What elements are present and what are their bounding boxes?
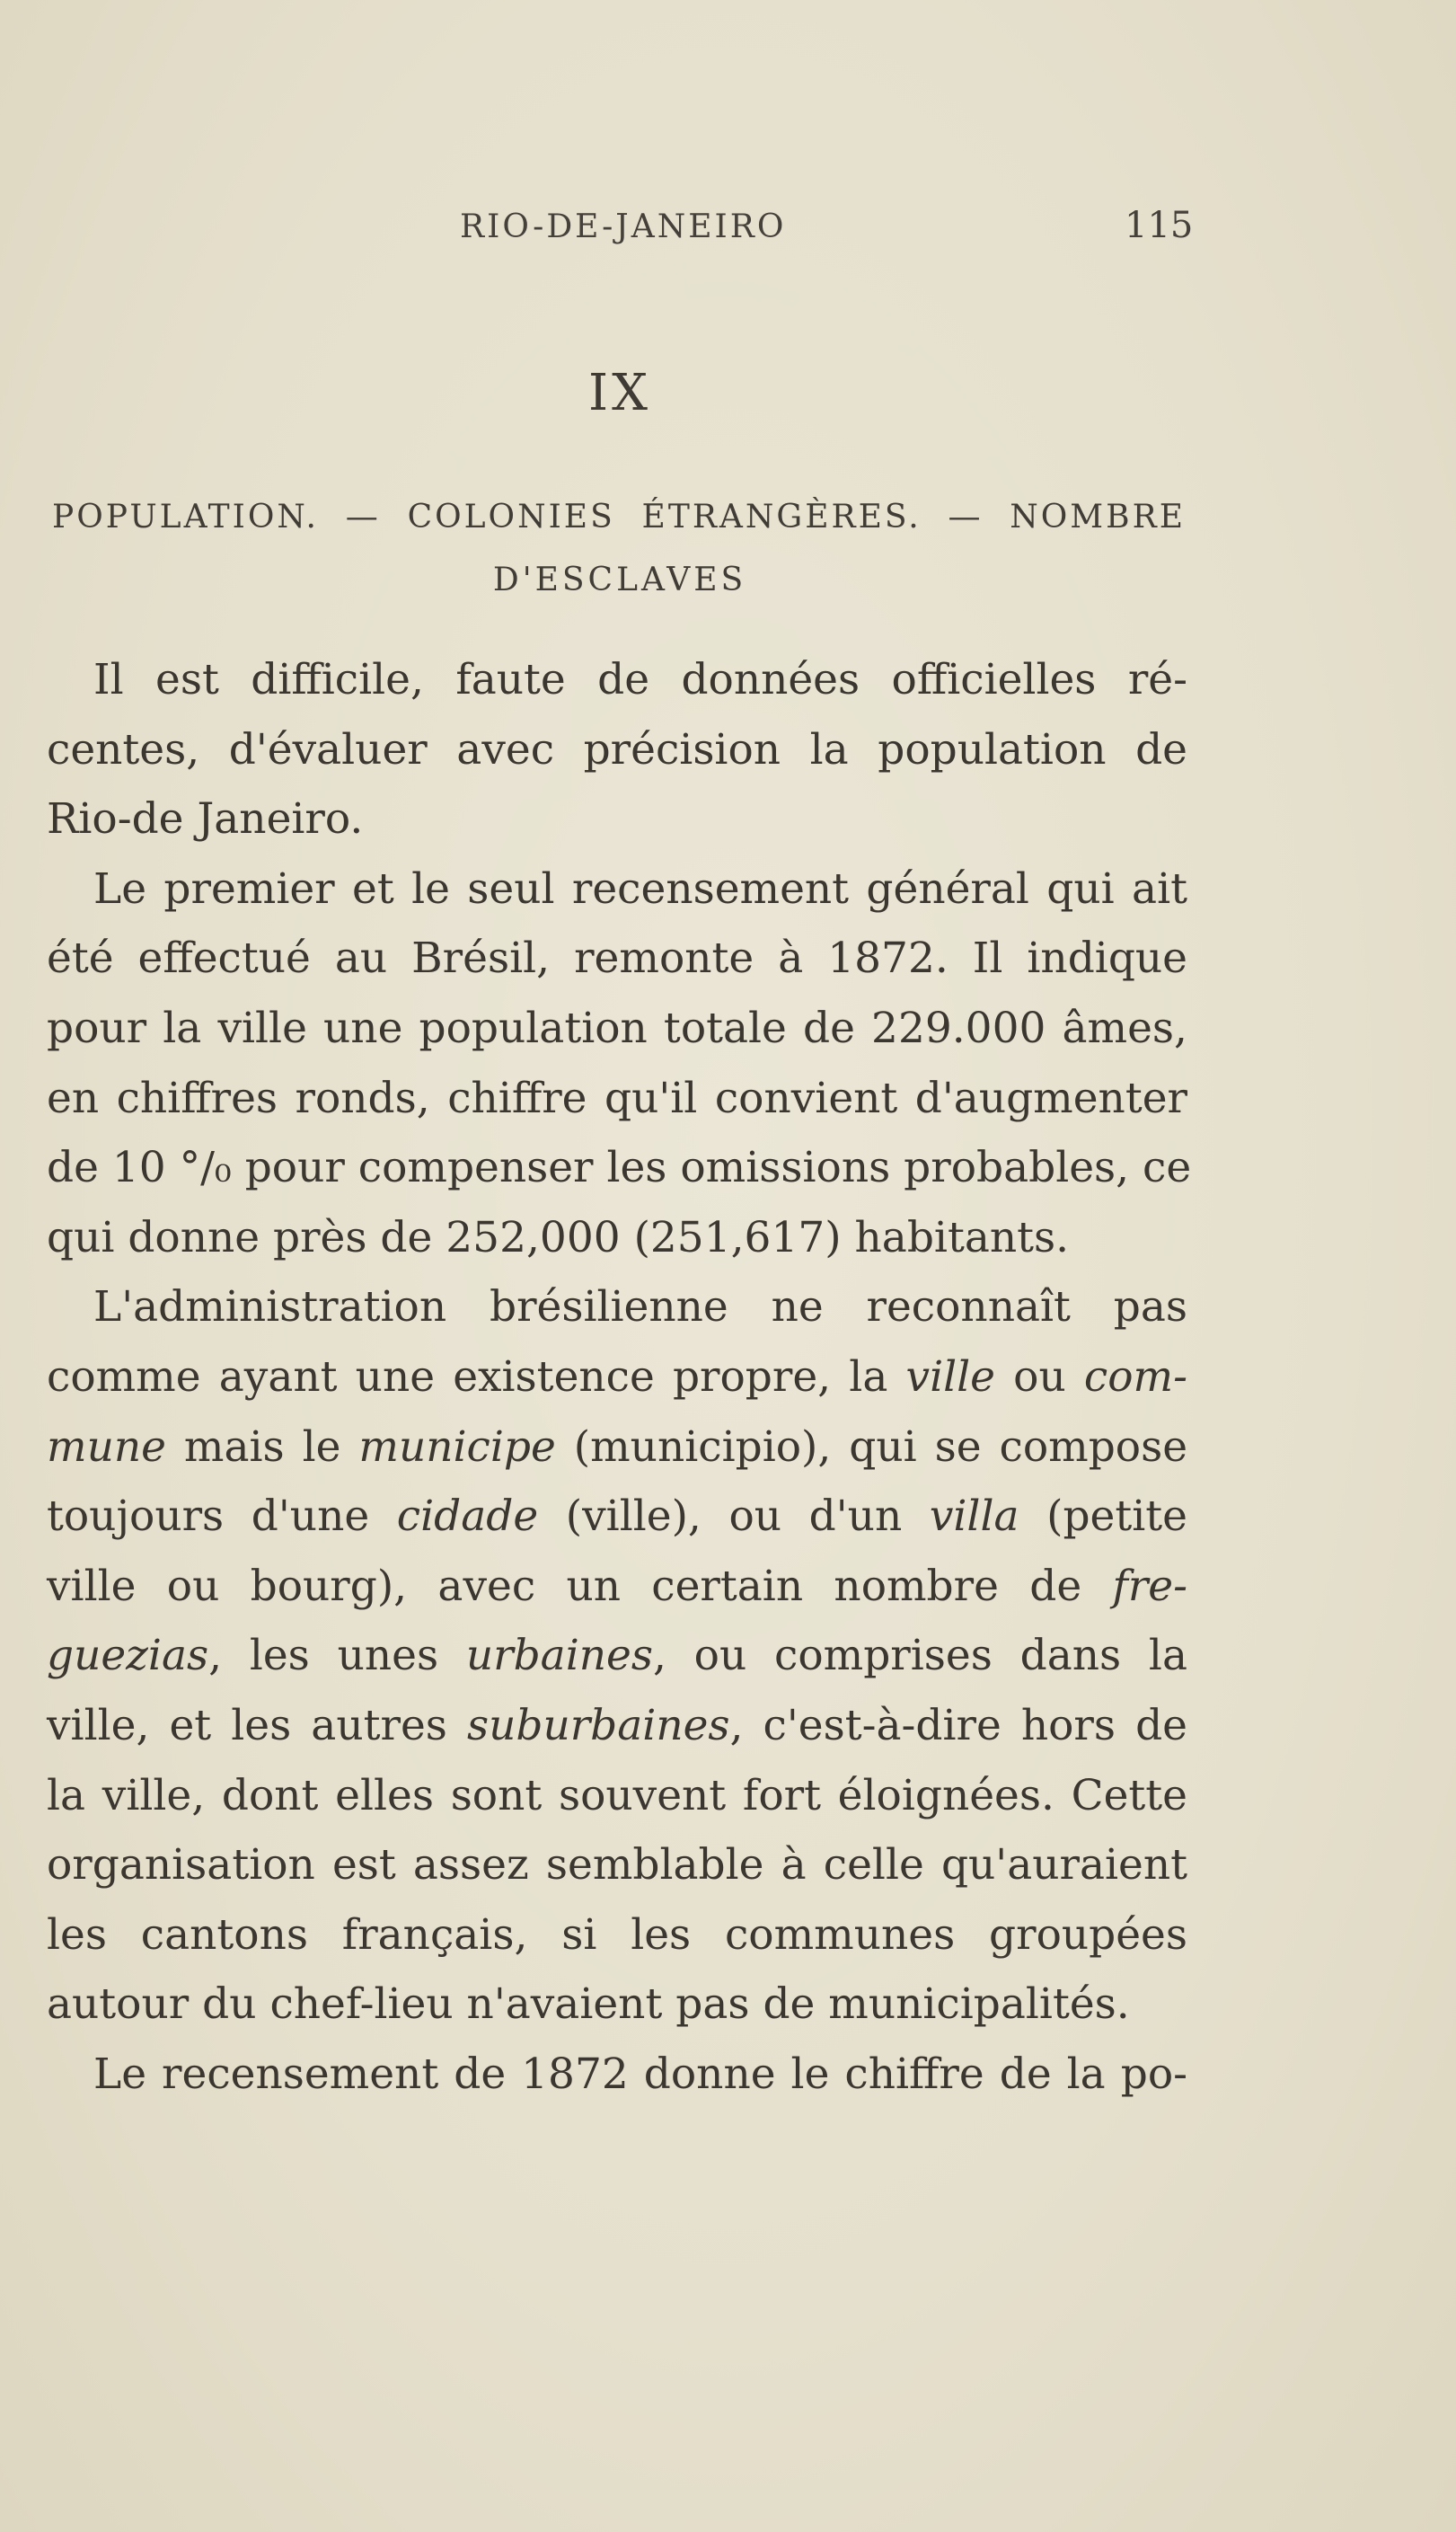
text-run: , ou comprises dans la	[652, 1631, 1187, 1681]
italic-term-cidade: cidade	[396, 1492, 539, 1542]
chapter-number: IX	[588, 364, 651, 422]
paragraph-4	[47, 2040, 1187, 2110]
text-line	[47, 1552, 1187, 1622]
text-line: Le recensement de 1872 donne le chiffre de la po-	[93, 2049, 1187, 2099]
chapter-heading-line-2: D'ESCLAVES	[492, 562, 747, 598]
italic-term-urbaines: urbaines	[465, 1631, 653, 1681]
italic-term-freguezias: fre-	[1112, 1561, 1187, 1611]
running-title: RIO-DE-JANEIRO	[460, 208, 787, 245]
text-line: Le premier et le seul recensement général qui ait	[93, 863, 1187, 914]
text-run: (petite	[1019, 1492, 1187, 1542]
text-line: pour la ville une population totale de 229.000 âmes,	[47, 1003, 1187, 1053]
text-line	[47, 1412, 1187, 1483]
text-line: la ville, dont elles sont souvent fort éloignées. Cette	[47, 1770, 1187, 1820]
italic-term-commune: com-	[1083, 1351, 1187, 1402]
text-run: (municipio), qui se compose	[555, 1421, 1188, 1472]
text-run: ville, et les autres	[47, 1700, 467, 1750]
text-line: les cantons français, si les communes groupées	[47, 1909, 1187, 1960]
text-run: (ville), ou d'un	[538, 1492, 930, 1542]
paragraph-1	[47, 645, 1187, 854]
text-line: en chiffres ronds, chiffre qu'il convient d'augmenter	[47, 1073, 1187, 1123]
text-run: ville ou bourg), avec un certain nombre de	[47, 1561, 1113, 1611]
paragraph-3	[47, 1272, 1187, 2040]
text-line: qui donne près de 252,000 (251,617) habitants.	[47, 1212, 1070, 1262]
text-run: , les unes	[208, 1631, 466, 1681]
italic-term-municipe: municipe	[358, 1421, 556, 1472]
text-line	[47, 1482, 1187, 1552]
paragraph-2	[47, 854, 1192, 1273]
text-line: L'administration brésilienne ne reconnaît pas	[93, 1282, 1187, 1332]
italic-term-suburbaines: suburbaines	[466, 1700, 730, 1750]
text-line	[47, 1342, 1187, 1412]
text-run: mais le	[165, 1421, 359, 1472]
text-line	[47, 1621, 1187, 1691]
text-line: autour du chef-lieu n'avaient pas de municipalités.	[47, 1979, 1130, 2030]
text-line: organisation est assez semblable à celle qu'auraient	[47, 1840, 1187, 1890]
text-run: ou	[995, 1351, 1084, 1402]
text-line: centes, d'évaluer avec précision la population de	[47, 724, 1187, 775]
text-line: Il est difficile, faute de données officielles ré-	[93, 655, 1187, 704]
italic-term-commune: mune	[47, 1421, 166, 1472]
italic-term-freguezias: guezias	[47, 1631, 209, 1681]
text-run: , c'est-à-dire hors de	[729, 1700, 1188, 1750]
text-line: été effectué au Brésil, remonte à 1872. Il indique	[47, 934, 1187, 984]
text-line	[47, 1691, 1187, 1761]
text-run: toujours d'une	[47, 1492, 397, 1542]
page-number: 115	[1125, 205, 1194, 246]
text-line: Rio-de Janeiro.	[47, 794, 364, 845]
italic-term-villa: villa	[929, 1492, 1019, 1542]
running-head	[0, 205, 1456, 262]
text-run: comme ayant une existence propre, la	[47, 1351, 906, 1402]
italic-term-ville: ville	[905, 1351, 995, 1402]
text-line: de 10 °/₀ pour compenser les omissions probables, ce	[47, 1143, 1192, 1193]
chapter-heading-line-1: POPULATION. — COLONIES ÉTRANGÈRES. — NOMBRE	[52, 499, 1186, 536]
body-text	[47, 645, 1192, 2109]
